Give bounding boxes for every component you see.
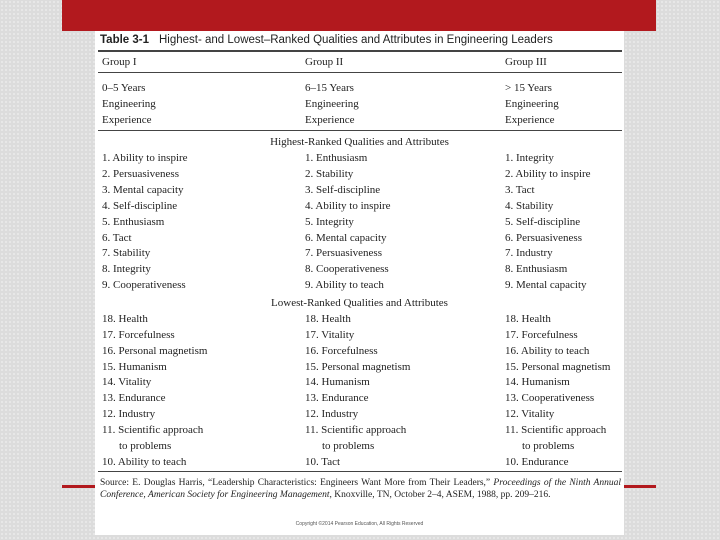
source-italic: Proceedings of the Ninth Annual Conference, American Society for Engineering Management — [100, 478, 622, 500]
lowest-item: 18. Health — [505, 313, 551, 325]
lowest-item: 18. Health — [305, 313, 351, 325]
table-title — [100, 31, 624, 49]
highest-item: 6. Mental capacity — [305, 231, 387, 244]
group-header-2: Group II — [305, 56, 344, 68]
highest-item: 8. Enthusiasm — [505, 263, 568, 276]
lowest-item: 11. Scientific approach — [305, 423, 407, 436]
lowest-item: 15. Humanism — [102, 360, 167, 373]
lowest-item: 13. Endurance — [305, 392, 369, 405]
copyright-notice: Copyright ©2014 Pearson Education, All Rights Reserved — [295, 521, 424, 527]
highest-item: 7. Industry — [505, 247, 553, 260]
highest-item: 7. Stability — [102, 247, 151, 260]
highest-item: 3. Self-discipline — [305, 183, 381, 196]
table-document — [95, 31, 624, 535]
lowest-item: 16. Ability to teach — [505, 344, 590, 357]
highest-item: 1. Ability to inspire — [102, 152, 188, 164]
title-rule — [98, 50, 622, 52]
lowest-item: 12. Industry — [305, 408, 359, 421]
table-number: Table 3-1 — [100, 34, 149, 46]
lowest-item: 16. Forcefulness — [305, 344, 378, 357]
top-accent-bar — [62, 0, 656, 31]
experience-text: 0–5 Years — [102, 82, 146, 94]
lowest-item: 15. Personal magnetism — [305, 360, 411, 373]
highest-heading: Highest-Ranked Qualities and Attributes — [270, 136, 449, 148]
highest-item: 1. Enthusiasm — [305, 152, 368, 164]
group-header-3: Group III — [505, 56, 547, 68]
table-title-text: Highest- and Lowest–Ranked Qualities and Attributes in Engineering Leaders — [159, 34, 553, 46]
lowest-item: 14. Vitality — [102, 376, 152, 389]
header-rule — [98, 72, 622, 73]
lowest-item: 12. Vitality — [505, 408, 555, 421]
experience-text: > 15 Years — [505, 82, 552, 94]
highest-item: 2. Persuasiveness — [102, 167, 179, 180]
lowest-item: 11. Scientific approach — [505, 423, 607, 436]
lowest-item: 10. Tact — [305, 455, 341, 468]
highest-item: 5. Enthusiasm — [102, 215, 165, 228]
experience-text: Engineering — [505, 98, 559, 110]
lowest-item: 14. Humanism — [505, 376, 570, 389]
highest-item: 4. Ability to inspire — [305, 199, 391, 212]
lowest-item: to problems — [119, 439, 172, 452]
right-accent-line — [620, 485, 656, 488]
highest-item: 3. Tact — [505, 183, 535, 196]
left-accent-line — [62, 485, 98, 488]
highest-item: 2. Stability — [305, 167, 354, 180]
lowest-item: 10. Endurance — [505, 455, 569, 468]
highest-item: 7. Persuasiveness — [305, 247, 382, 260]
highest-item: 9. Ability to teach — [305, 279, 384, 292]
lowest-item: 17. Vitality — [305, 328, 355, 341]
experience-text: Engineering — [102, 98, 156, 110]
lowest-item: 17. Forcefulness — [505, 328, 578, 341]
lowest-item: 13. Endurance — [102, 392, 166, 405]
highest-item: 6. Persuasiveness — [505, 231, 582, 244]
lowest-item: 15. Personal magnetism — [505, 360, 611, 373]
source-prefix: Source: E. Douglas Harris, “Leadership Characteristics: Engineers Want More from Their Leaders,” — [100, 478, 494, 488]
highest-item: 6. Tact — [102, 231, 132, 244]
source-suffix: , Knoxville, TN, October 2–4, ASEM, 1988, pp. 209–216. — [329, 490, 551, 500]
lowest-item: to problems — [322, 439, 375, 452]
highest-item: 4. Stability — [505, 199, 554, 212]
experience-text: Experience — [305, 114, 355, 126]
highest-item: 9. Cooperativeness — [102, 279, 186, 292]
experience-text: Engineering — [305, 98, 359, 110]
group-header-1: Group I — [102, 56, 137, 68]
experience-rule — [98, 130, 622, 131]
highest-item: 8. Integrity — [102, 263, 151, 276]
lowest-item: 16. Personal magnetism — [102, 344, 208, 357]
experience-text: Experience — [505, 114, 555, 126]
lowest-item: 12. Industry — [102, 408, 156, 421]
highest-item: 9. Mental capacity — [505, 279, 587, 292]
lowest-heading: Lowest-Ranked Qualities and Attributes — [271, 297, 448, 309]
highest-item: 5. Self-discipline — [505, 215, 581, 228]
lowest-item: 14. Humanism — [305, 376, 370, 389]
experience-text: 6–15 Years — [305, 82, 354, 94]
highest-item: 2. Ability to inspire — [505, 167, 591, 180]
lowest-item: 10. Ability to teach — [102, 455, 187, 468]
source-citation — [100, 477, 621, 501]
lowest-item: to problems — [522, 439, 575, 452]
experience-text: Experience — [102, 114, 152, 126]
lowest-item: 11. Scientific approach — [102, 423, 204, 436]
highest-item: 3. Mental capacity — [102, 183, 184, 196]
highest-item: 4. Self-discipline — [102, 199, 178, 212]
highest-item: 8. Cooperativeness — [305, 263, 389, 276]
lowest-item: 13. Cooperativeness — [505, 392, 595, 405]
highest-item: 5. Integrity — [305, 215, 354, 228]
source-rule — [98, 471, 622, 472]
lowest-item: 17. Forcefulness — [102, 328, 175, 341]
highest-item: 1. Integrity — [505, 152, 554, 164]
lowest-item: 18. Health — [102, 313, 148, 325]
